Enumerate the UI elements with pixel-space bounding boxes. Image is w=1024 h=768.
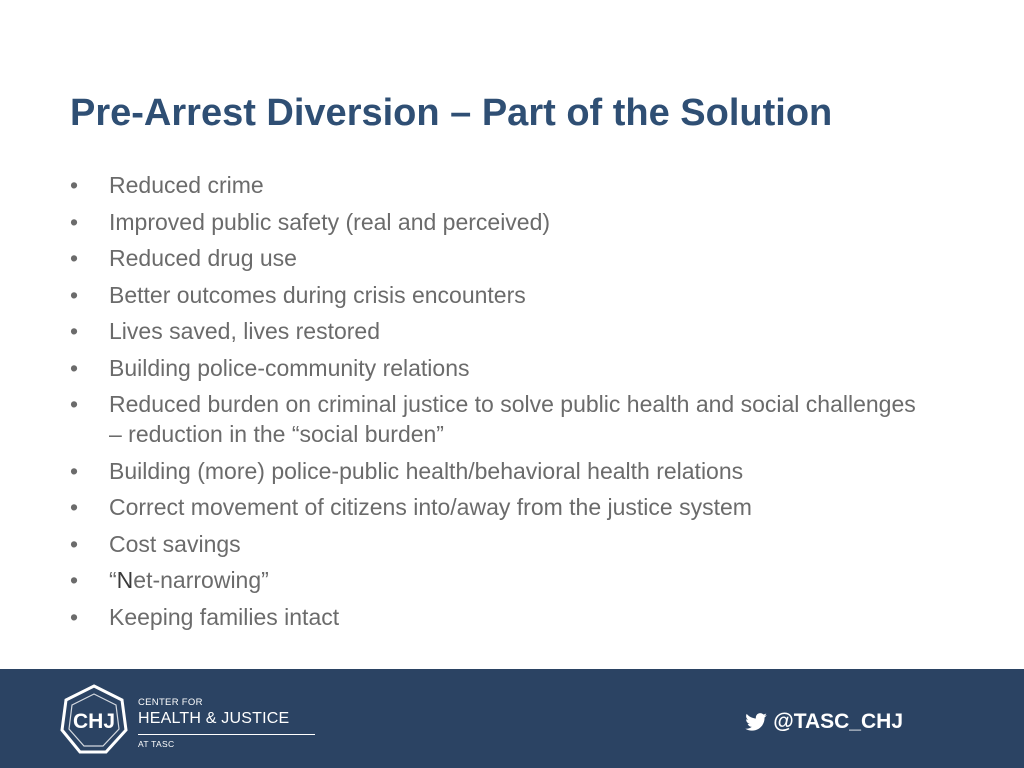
bullet-text-net-narrowing [109, 567, 269, 593]
bullet-text: Reduced burden on criminal justice to solve public health and social challenges – reduction in the “social burden” [109, 391, 916, 447]
logo-rule [138, 734, 315, 735]
bullet-item [70, 243, 930, 273]
open-quote: “ [109, 567, 117, 593]
bullet-item [70, 456, 930, 486]
bullet-glyph: • [70, 318, 79, 344]
logo-at-tasc: AT TASC [138, 739, 175, 749]
bullet-glyph: • [70, 391, 79, 417]
bullet-item [70, 602, 930, 632]
bullet-glyph: • [70, 457, 79, 484]
bullet-item [70, 170, 930, 200]
bullet-text: Reduced crime [109, 172, 264, 198]
bullet-text: Cost savings [109, 530, 241, 557]
logo-center-for: CENTER FOR [138, 697, 203, 708]
bullet-text: Keeping families intact [109, 603, 340, 630]
chj-logo-mark-icon [58, 684, 130, 756]
bullet-glyph: • [70, 494, 79, 520]
bullet-item [70, 389, 930, 449]
bullet-item [70, 565, 930, 595]
bullet-glyph: • [70, 603, 79, 630]
chj-logo [58, 684, 328, 756]
slide-title: Pre-Arrest Diversion – Part of the Solution [70, 92, 833, 134]
bullet-glyph: • [70, 354, 79, 381]
twitter-bird-icon [745, 713, 767, 731]
bullet-text: Building police-community relations [109, 354, 470, 381]
bullet-glyph: • [70, 208, 79, 235]
bullet-item [70, 492, 930, 522]
net-rest: et-narrowing” [133, 567, 269, 593]
bullet-text: Improved public safety (real and perceived) [109, 208, 551, 235]
bullet-text: Correct movement of citizens into/away from the justice system [109, 494, 752, 520]
chj-logo-mark-text: CHJ [72, 710, 116, 733]
twitter-handle[interactable] [745, 708, 903, 736]
bullet-item [70, 529, 930, 559]
bullet-item [70, 316, 930, 346]
bullet-text: Lives saved, lives restored [109, 318, 381, 344]
bullet-item [70, 353, 930, 383]
bullet-list [70, 170, 930, 638]
bullet-item [70, 207, 930, 237]
bullet-text: Building (more) police-public health/behavioral health relations [109, 457, 744, 484]
bullet-glyph: • [70, 567, 79, 593]
net-n: N [116, 567, 134, 593]
bullet-glyph: • [70, 172, 79, 198]
bullet-glyph: • [70, 245, 79, 271]
bullet-text: Better outcomes during crisis encounters [109, 281, 526, 308]
bullet-glyph: • [70, 530, 79, 557]
bullet-glyph: • [70, 281, 79, 308]
logo-health-justice: HEALTH & JUSTICE [138, 710, 290, 727]
bullet-text: Reduced drug use [109, 245, 297, 271]
twitter-handle-text[interactable]: @TASC_CHJ [773, 710, 903, 733]
bullet-item [70, 280, 930, 310]
